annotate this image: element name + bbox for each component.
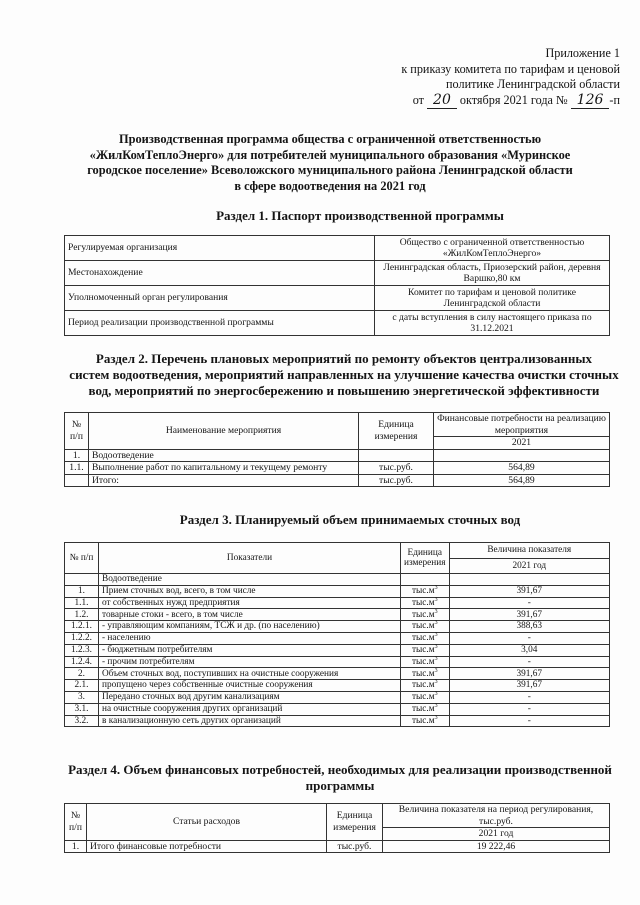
wastewater-col-val: Величина показателя — [449, 543, 609, 559]
passport-value: Ленинградская область, Приозерский район, деревня Варшко,80 км — [375, 261, 610, 286]
finance-name: Итого финансовые потребности — [87, 840, 327, 853]
wastewater-row — [65, 621, 610, 633]
passport-label: Регулируемая организация — [65, 236, 375, 261]
passport-label: Уполномоченный орган регулирования — [65, 286, 375, 311]
wastewater-unit — [401, 680, 450, 692]
wastewater-name: Водоотведение — [99, 574, 401, 586]
measures-col-year: 2021 — [434, 437, 610, 450]
finance-table — [64, 803, 610, 853]
unit-base: тыс.м — [411, 703, 435, 714]
wastewater-value: 391,67 — [449, 609, 609, 621]
unit-base: тыс.м — [411, 715, 435, 726]
unit-base: тыс.м — [411, 644, 435, 655]
section2-heading — [64, 351, 624, 399]
unit-base: тыс.м — [411, 680, 435, 691]
unit-exponent: 3 — [434, 632, 438, 639]
passport-label: Местонахождение — [65, 261, 375, 286]
wastewater-row — [65, 668, 610, 680]
passport-value: с даты вступления в силу настоящего приказа по 31.12.2021 — [375, 311, 610, 336]
passport-row — [65, 261, 610, 286]
title-line-1: Производственная программа общества с ограниченной ответственностью — [118, 132, 542, 146]
wastewater-unit — [401, 691, 450, 703]
wastewater-name: пропущено через собственные очистные сооружения — [99, 680, 401, 692]
wastewater-table — [64, 542, 610, 727]
wastewater-value: - — [449, 632, 609, 644]
wastewater-num: 1.2.4. — [65, 656, 99, 668]
section2-heading-line-1: Раздел 2. Перечень плановых мероприятий по ремонту объектов централизованных — [95, 351, 593, 366]
wastewater-unit — [401, 574, 450, 586]
measures-num — [65, 474, 89, 487]
measures-name: Водоотведение — [89, 449, 359, 462]
unit-base: тыс.м — [411, 597, 435, 608]
unit-exponent: 3 — [434, 584, 438, 591]
wastewater-row — [65, 656, 610, 668]
passport-row — [65, 236, 610, 261]
wastewater-name: от собственных нужд предприятия — [99, 597, 401, 609]
finance-row — [65, 840, 610, 853]
unit-base: тыс.м — [411, 692, 435, 703]
unit-exponent: 3 — [434, 714, 438, 721]
measures-row — [65, 449, 610, 462]
measures-col-fin: Финансовые потребности на реализацию мероприятия — [434, 413, 610, 437]
wastewater-unit — [401, 703, 450, 715]
measures-unit: тыс.руб. — [359, 462, 434, 475]
wastewater-value: 3,04 — [449, 644, 609, 656]
measures-name: Итого: — [89, 474, 359, 487]
wastewater-col-name: Показатели — [99, 543, 401, 574]
unit-base: тыс.м — [411, 656, 435, 667]
wastewater-num: 2. — [65, 668, 99, 680]
wastewater-name: Передано сточных вод другим канализациям — [99, 691, 401, 703]
wastewater-name: - прочим потребителям — [99, 656, 401, 668]
handwritten-day: 20 — [427, 92, 457, 109]
unit-base: тыс.м — [411, 609, 435, 620]
measures-row — [65, 474, 610, 487]
wastewater-value — [449, 574, 609, 586]
wastewater-num: 3.1. — [65, 703, 99, 715]
wastewater-name: - населению — [99, 632, 401, 644]
wastewater-name: в канализационную сеть других организаций — [99, 715, 401, 727]
wastewater-value: 391,67 — [449, 585, 609, 597]
wastewater-unit — [401, 597, 450, 609]
unit-base: тыс.м — [411, 621, 435, 632]
wastewater-row — [65, 597, 610, 609]
wastewater-col-year: 2021 год — [449, 558, 609, 574]
wastewater-num: 1.2.3. — [65, 644, 99, 656]
unit-base: тыс.м — [411, 668, 435, 679]
wastewater-name: Объем сточных вод, поступивших на очистные сооружения — [99, 668, 401, 680]
passport-label: Период реализации производственной программы — [65, 311, 375, 336]
finance-unit: тыс.руб. — [327, 840, 383, 853]
wastewater-value: - — [449, 703, 609, 715]
wastewater-value: - — [449, 656, 609, 668]
passport-row — [65, 311, 610, 336]
measures-col-unit: Единица измерения — [359, 413, 434, 450]
appendix-block — [370, 46, 620, 108]
section3-heading: Раздел 3. Планируемый объем принимаемых сточных вод — [179, 512, 521, 527]
unit-exponent: 3 — [434, 667, 438, 674]
unit-exponent: 3 — [434, 691, 438, 698]
wastewater-value: - — [449, 597, 609, 609]
wastewater-name: - бюджетным потребителям — [99, 644, 401, 656]
wastewater-unit — [401, 632, 450, 644]
appendix-line-3: политике Ленинградской области — [446, 77, 620, 91]
title-line-3: городское поселение» Всеволожского муниципального района Ленинградской области — [87, 163, 573, 178]
appendix-month-year: октября 2021 года № — [459, 92, 568, 107]
wastewater-row — [65, 703, 610, 715]
wastewater-col-unit: Единица измерения — [401, 543, 450, 574]
appendix-suffix: -п — [609, 92, 620, 107]
unit-exponent: 3 — [434, 679, 438, 686]
passport-row — [65, 286, 610, 311]
wastewater-value: 391,67 — [449, 680, 609, 692]
unit-base: тыс.м — [411, 633, 435, 644]
wastewater-num: 1.1. — [65, 597, 99, 609]
wastewater-name: - управляющим компаниям, ТСЖ и др. (по населению) — [99, 621, 401, 633]
unit-exponent: 3 — [434, 702, 438, 709]
wastewater-num: 1. — [65, 585, 99, 597]
section4-heading — [60, 762, 620, 794]
finance-num: 1. — [65, 840, 87, 853]
wastewater-value: 388,63 — [449, 621, 609, 633]
measures-name: Выполнение работ по капитальному и текущему ремонту — [89, 462, 359, 475]
passport-value: Общество с ограниченной ответственностью «ЖилКомТеплоЭнерго» — [375, 236, 610, 261]
measures-value: 564,89 — [434, 474, 610, 487]
unit-base: тыс.м — [411, 585, 435, 596]
appendix-line-2: к приказу комитета по тарифам и ценовой — [401, 61, 620, 76]
wastewater-num: 1.2. — [65, 609, 99, 621]
wastewater-num: 3.2. — [65, 715, 99, 727]
finance-col-year: 2021 год — [383, 828, 610, 841]
measures-col-num: № п/п — [65, 413, 89, 450]
unit-exponent: 3 — [434, 643, 438, 650]
measures-value — [434, 449, 610, 462]
section2-heading-line-2: систем водоотведения, мероприятий направленных на улучшение качества очистки сточных — [69, 367, 619, 382]
section4-heading-line-2: программы — [305, 778, 375, 793]
unit-exponent: 3 — [434, 620, 438, 627]
wastewater-unit — [401, 644, 450, 656]
section4-heading-line-1: Раздел 4. Объем финансовых потребностей, необходимых для реализации производственной — [68, 762, 612, 777]
finance-col-num: № п/п — [65, 804, 87, 841]
appendix-date-line — [370, 93, 620, 109]
unit-exponent: 3 — [434, 608, 438, 615]
wastewater-num: 3. — [65, 691, 99, 703]
wastewater-num: 2.1. — [65, 680, 99, 692]
finance-col-val: Величина показателя на период регулирования, тыс.руб. — [383, 804, 610, 828]
wastewater-row — [65, 609, 610, 621]
section2-heading-line-3: вод, мероприятий по энергосбережению и повышению энергетической эффективности — [88, 383, 600, 398]
measures-col-name: Наименование мероприятия — [89, 413, 359, 450]
wastewater-unit — [401, 715, 450, 727]
wastewater-row — [65, 585, 610, 597]
measures-row — [65, 462, 610, 475]
wastewater-num: 1.2.1. — [65, 621, 99, 633]
wastewater-value: 391,67 — [449, 668, 609, 680]
wastewater-name: на очистные сооружения других организаций — [99, 703, 401, 715]
wastewater-row — [65, 632, 610, 644]
section1-heading: Раздел 1. Паспорт производственной программы — [216, 208, 504, 223]
wastewater-num — [65, 574, 99, 586]
measures-table — [64, 412, 610, 487]
unit-exponent: 3 — [434, 655, 438, 662]
document-title — [60, 132, 600, 194]
appendix-from: от — [412, 92, 424, 107]
title-line-2: «ЖилКомТеплоЭнерго» для потребителей муниципального образования «Муринское — [89, 147, 571, 162]
title-line-4: в сфере водоотведения на 2021 год — [234, 178, 426, 193]
measures-unit — [359, 449, 434, 462]
measures-unit: тыс.руб. — [359, 474, 434, 487]
wastewater-unit — [401, 668, 450, 680]
unit-exponent: 3 — [434, 596, 438, 603]
wastewater-value: - — [449, 715, 609, 727]
handwritten-order-number: 126 — [571, 92, 610, 109]
wastewater-unit — [401, 609, 450, 621]
wastewater-row — [65, 715, 610, 727]
wastewater-num: 1.2.2. — [65, 632, 99, 644]
wastewater-name: Прием сточных вод, всего, в том числе — [99, 585, 401, 597]
finance-col-name: Статьи расходов — [87, 804, 327, 841]
finance-value: 19 222,46 — [383, 840, 610, 853]
measures-num: 1.1. — [65, 462, 89, 475]
measures-num: 1. — [65, 449, 89, 462]
measures-value: 564,89 — [434, 462, 610, 475]
wastewater-unit — [401, 656, 450, 668]
wastewater-row — [65, 680, 610, 692]
passport-value: Комитет по тарифам и ценовой политике Ленинградской области — [375, 286, 610, 311]
appendix-line-1: Приложение 1 — [545, 46, 620, 60]
passport-table — [64, 235, 610, 336]
wastewater-row — [65, 574, 610, 586]
wastewater-name: товарные стоки - всего, в том числе — [99, 609, 401, 621]
wastewater-row — [65, 644, 610, 656]
finance-col-unit: Единица измерения — [327, 804, 383, 841]
wastewater-unit — [401, 585, 450, 597]
wastewater-row — [65, 691, 610, 703]
wastewater-value: - — [449, 691, 609, 703]
wastewater-unit — [401, 621, 450, 633]
wastewater-col-num: № п/п — [65, 543, 99, 574]
